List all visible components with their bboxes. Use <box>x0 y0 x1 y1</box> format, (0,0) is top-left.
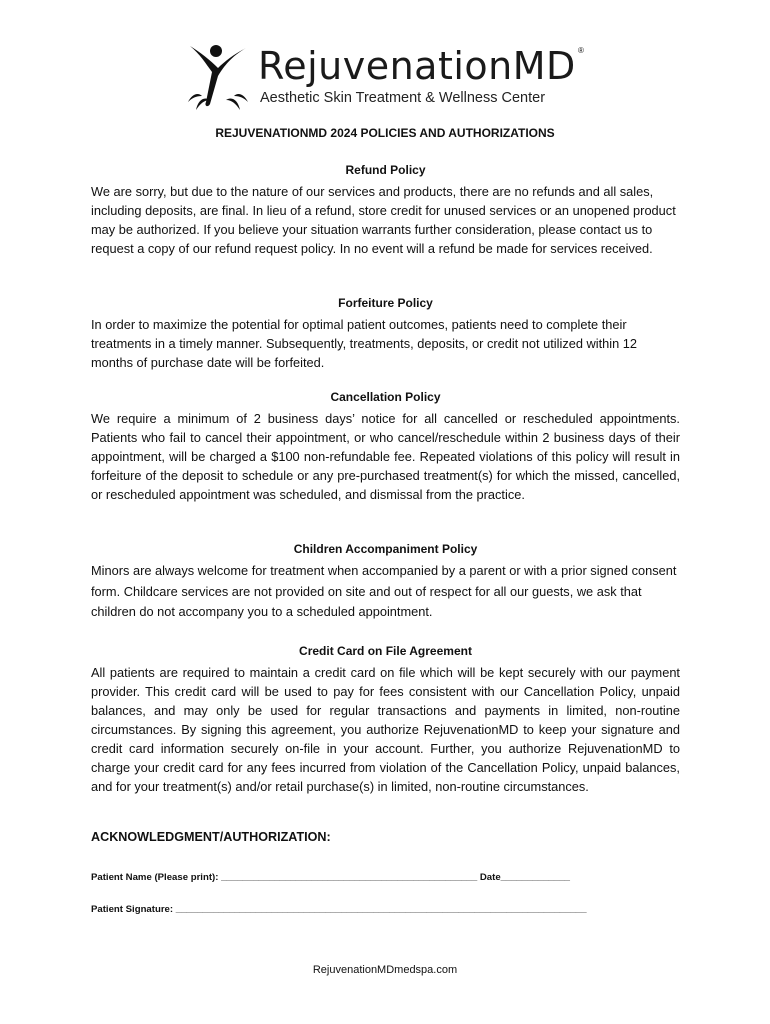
patient-name-date-field[interactable]: Patient Name (Please print): ________________________________________________ Date_____________ <box>91 872 571 883</box>
forfeiture-policy-text: In order to maximize the potential for optimal patient outcomes, patients need to complete their treatments in a timely manner. Subsequently, treatments, deposits, or credit not utilized within 12 months of purchase date will be forfeited. <box>91 317 638 370</box>
children-policy-section <box>91 541 680 623</box>
brand-name: RejuvenationMD <box>258 44 576 88</box>
children-policy-heading: Children Accompaniment Policy <box>293 542 478 556</box>
document-title: REJUVENATIONMD 2024 POLICIES AND AUTHORIZATIONS <box>215 126 555 140</box>
credit-card-agreement-text: All patients are required to maintain a credit card on file which will be kept securely with our payment provider. This credit card will be used to pay for fees consistent with our Cancellation Policy, unpaid balances, and may only be used for regular transactions and payments in limited, non-routine circumstances. By signing this agreement, you authorize RejuvenationMD to keep your signature and credit card information securely on-file in your account. Further, you authorize RejuvenationMD to charge your credit card for any fees incurred from violation of the Cancellation Policy, unpaid balances, and for your treatment(s) and/or retail purchase(s) in limited, non-routine circumstances. <box>91 665 680 794</box>
footer-website: RejuvenationMDmedspa.com <box>312 964 458 976</box>
forfeiture-policy-section <box>91 295 680 372</box>
children-policy-text: Minors are always welcome for treatment when accompanied by a parent or with a prior signed consent form. Childcare services are not provided on site and out of respect for all our guests, we ask that children do not accompany you to a scheduled appointment. <box>91 563 677 619</box>
brand-tagline: Aesthetic Skin Treatment & Wellness Center <box>260 90 546 106</box>
registered-mark: ® <box>578 46 584 55</box>
credit-card-agreement-section <box>91 643 680 796</box>
leaping-figure-logo-icon <box>186 42 254 112</box>
acknowledgment-heading: ACKNOWLEDGMENT/AUTHORIZATION: <box>91 830 331 844</box>
forfeiture-policy-heading: Forfeiture Policy <box>338 296 433 310</box>
refund-policy-heading: Refund Policy <box>345 163 426 177</box>
cancellation-policy-text: We require a minimum of 2 business days’ notice for all cancelled or rescheduled appointments. Patients who fail to cancel their appointment, or who cancel/reschedule within 2 business days of their appointment, will be charged a $100 non-refundable fee. Repeated violations of this policy will result in forfeiture of the deposit to schedule or any pre-purchased treatment(s) for which the missed, cancelled, or rescheduled appointment was scheduled, and dismissal from the practice. <box>91 411 680 502</box>
cancellation-policy-heading: Cancellation Policy <box>330 390 441 404</box>
logo <box>186 40 586 112</box>
refund-policy-text: We are sorry, but due to the nature of our services and products, there are no refunds and all sales, including deposits, are final. In lieu of a refund, store credit for unused services or an unopened product may be authorized. If you believe your situation warrants further consideration, please contact us to request a copy of our refund request policy. In no event will a refund be made for services received. <box>91 184 676 256</box>
patient-signature-field[interactable]: Patient Signature: _____________________________________________________________________________ <box>91 904 587 915</box>
refund-policy-section <box>91 162 680 258</box>
cancellation-policy-section <box>91 389 680 504</box>
credit-card-agreement-heading: Credit Card on File Agreement <box>299 644 472 658</box>
